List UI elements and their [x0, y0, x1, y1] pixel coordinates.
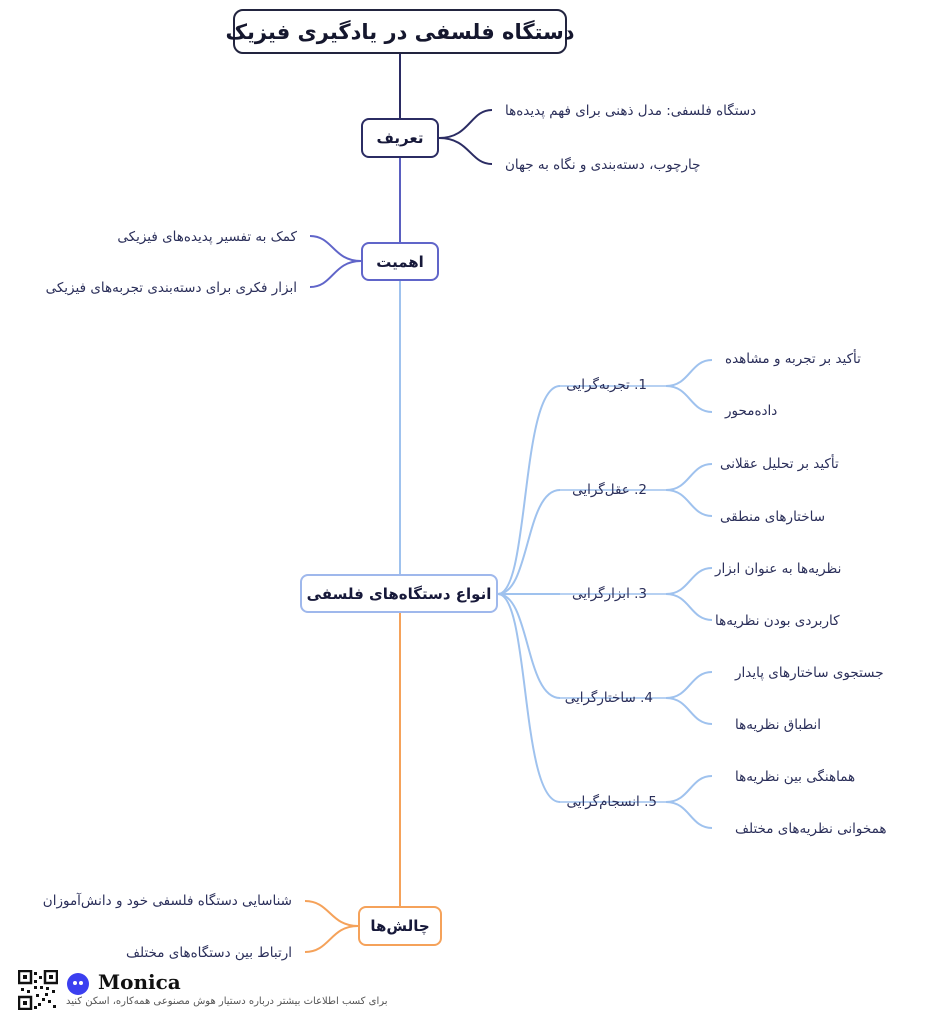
- type-item: تأکید بر تحلیل عقلانی: [720, 456, 839, 472]
- challenges-item: ارتباط بین دستگاه‌های مختلف: [126, 945, 292, 961]
- brand-name: Monica: [98, 970, 181, 994]
- type-item: جستجوی ساختارهای پایدار: [735, 665, 884, 681]
- definition-item: چارچوب، دسته‌بندی و نگاه به جهان: [505, 157, 701, 173]
- types-node[interactable]: انواع دستگاه‌های فلسفی: [300, 574, 498, 613]
- importance-item: کمک به تفسیر پدیده‌های فیزیکی: [117, 229, 297, 245]
- importance-node[interactable]: اهمیت: [361, 242, 439, 281]
- type-item: نظریه‌ها به عنوان ابزار: [715, 561, 842, 577]
- type-label[interactable]: 5. انسجام‌گرایی: [566, 794, 657, 810]
- importance-item: ابزار فکری برای دسته‌بندی تجربه‌های فیزیکی: [45, 280, 297, 296]
- root-node[interactable]: دستگاه فلسفی در یادگیری فیزیک: [233, 9, 567, 54]
- type-item: کاربردی بودن نظریه‌ها: [715, 613, 840, 629]
- type-label[interactable]: 2. عقل‌گرایی: [572, 482, 647, 498]
- definition-node[interactable]: تعریف: [361, 118, 439, 158]
- footer-note: برای کسب اطلاعات بیشتر درباره دستیار هوش مصنوعی همه‌کاره، اسکن کنید: [66, 996, 388, 1007]
- qr-code-icon: [18, 970, 58, 1010]
- type-label[interactable]: 1. تجربه‌گرایی: [566, 377, 647, 393]
- challenges-item: شناسایی دستگاه فلسفی خود و دانش‌آموزان: [42, 893, 292, 909]
- type-item: هماهنگی بین نظریه‌ها: [735, 769, 856, 785]
- challenges-node[interactable]: چالش‌ها: [358, 906, 442, 946]
- monica-logo-icon: [67, 973, 89, 995]
- type-label[interactable]: 4. ساختارگرایی: [564, 690, 653, 706]
- definition-item: دستگاه فلسفی: مدل ذهنی برای فهم پدیده‌ها: [505, 103, 757, 119]
- type-item: انطباق نظریه‌ها: [735, 717, 822, 733]
- type-item: تأکید بر تجربه و مشاهده: [725, 351, 861, 367]
- type-item: همخوانی نظریه‌های مختلف: [735, 821, 887, 837]
- type-label[interactable]: 3. ابزارگرایی: [571, 586, 647, 602]
- type-item: داده‌محور: [725, 403, 778, 419]
- type-item: ساختارهای منطقی: [720, 509, 826, 525]
